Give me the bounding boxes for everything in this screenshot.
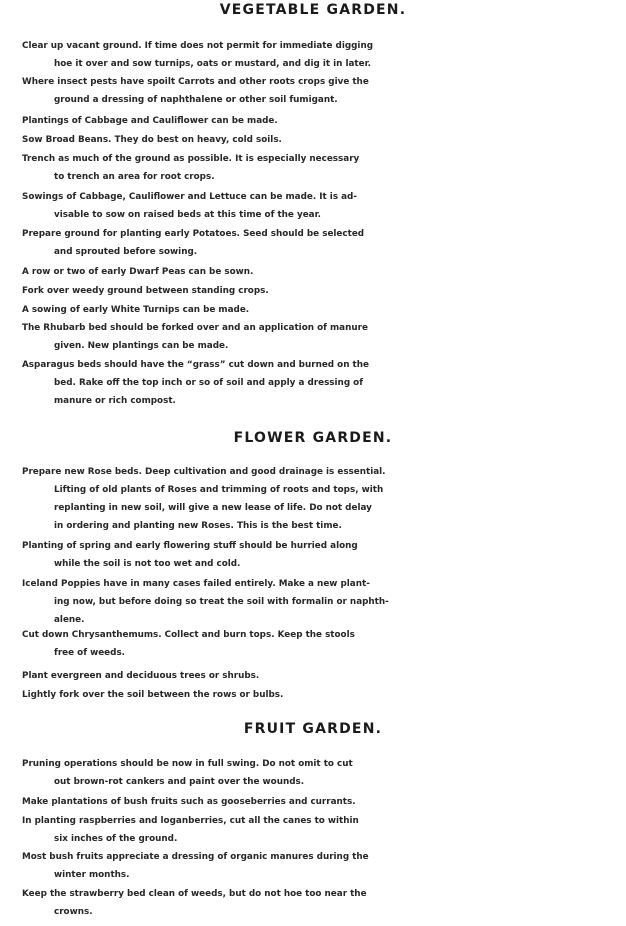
fruit-entry — [22, 755, 626, 791]
vegetable-entry — [22, 150, 626, 186]
entry-line: and sprouted before sowing. — [54, 247, 198, 257]
entry-line: Make plantations of bush fruits such as gooseberries and currants. — [22, 797, 356, 807]
entry-line: manure or rich compost. — [54, 396, 176, 406]
entry-line: The Rhubarb bed should be forked over and an application of manure — [22, 323, 368, 333]
entry-line: winter months. — [54, 870, 130, 880]
entry-line: crowns. — [54, 907, 93, 917]
vegetable-entry — [22, 112, 626, 130]
vegetable-entry — [22, 263, 626, 281]
entry-line: in ordering and planting new Roses. This is the best time. — [54, 521, 342, 531]
entry-line: hoe it over and sow turnips, oats or mustard, and dig it in later. — [54, 59, 371, 69]
entry-line: six inches of the ground. — [54, 834, 178, 844]
vegetable-entry — [22, 188, 626, 224]
entry-line: Iceland Poppies have in many cases failed entirely. Make a new plant- — [22, 579, 370, 589]
entry-line: Trench as much of the ground as possible. It is especially necessary — [22, 154, 360, 164]
entry-line: free of weeds. — [54, 648, 126, 658]
entry-line: to trench an area for root crops. — [54, 172, 215, 182]
entry-line: out brown-rot cankers and paint over the wounds. — [54, 777, 305, 787]
entry-line: Lightly fork over the soil between the rows or bulbs. — [22, 690, 284, 700]
flower-garden-heading: FLOWER GARDEN. — [233, 430, 393, 446]
flower-entry — [22, 667, 626, 685]
fruit-entry — [22, 812, 626, 848]
entry-line: Keep the strawberry bed clean of weeds, but do not hoe too near the — [22, 889, 367, 899]
fruit-entry — [22, 793, 626, 811]
vegetable-entry — [22, 319, 626, 355]
entry-line: A sowing of early White Turnips can be made. — [22, 305, 250, 315]
entry-line: ground a dressing of naphthalene or other soil fumigant. — [54, 95, 338, 105]
fruit-garden-heading: FRUIT GARDEN. — [243, 721, 383, 737]
entry-line: alene. — [54, 615, 85, 625]
vegetable-entry — [22, 225, 626, 261]
flower-entry — [22, 537, 626, 573]
entry-line: Fork over weedy ground between standing crops. — [22, 286, 269, 296]
flower-entry — [22, 626, 626, 662]
entry-line: A row or two of early Dwarf Peas can be sown. — [22, 267, 254, 277]
entry-line: Prepare new Rose beds. Deep cultivation and good drainage is essential. — [22, 467, 386, 477]
entry-line: while the soil is not too wet and cold. — [54, 559, 241, 569]
entry-line: replanting in new soil, will give a new lease of life. Do not delay — [54, 503, 372, 513]
entry-line: Sow Broad Beans. They do best on heavy, cold soils. — [22, 135, 282, 145]
fruit-entry — [22, 885, 626, 921]
entry-line: Asparagus beds should have the “grass” cut down and burned on the — [22, 360, 369, 370]
entry-line: ing now, but before doing so treat the soil with formalin or naphth- — [54, 597, 389, 607]
flower-entry — [22, 686, 626, 704]
entry-line: Pruning operations should be now in full swing. Do not omit to cut — [22, 759, 353, 769]
entry-line: In planting raspberries and loganberries, cut all the canes to within — [22, 816, 359, 826]
vegetable-entry — [22, 356, 626, 410]
entry-line: Plantings of Cabbage and Cauliflower can be made. — [22, 116, 278, 126]
entry-line: Cut down Chrysanthemums. Collect and burn tops. Keep the stools — [22, 630, 355, 640]
entry-line: Plant evergreen and deciduous trees or shrubs. — [22, 671, 260, 681]
flower-entry — [22, 575, 626, 629]
flower-entry — [22, 463, 626, 535]
vegetable-entry — [22, 282, 626, 300]
entry-line: Most bush fruits appreciate a dressing of organic manures during the — [22, 852, 369, 862]
entry-line: Prepare ground for planting early Potatoes. Seed should be selected — [22, 229, 365, 239]
entry-line: Sowings of Cabbage, Cauliflower and Lettuce can be made. It is ad- — [22, 192, 358, 202]
vegetable-entry — [22, 301, 626, 319]
entry-line: Lifting of old plants of Roses and trimming of roots and tops, with — [54, 485, 384, 495]
entry-line: Clear up vacant ground. If time does not permit for immediate digging — [22, 41, 374, 51]
vegetable-entry — [22, 131, 626, 149]
entry-line: visable to sow on raised beds at this time of the year. — [54, 210, 322, 220]
entry-line: Where insect pests have spoilt Carrots and other roots crops give the — [22, 77, 369, 87]
entry-line: given. New plantings can be made. — [54, 341, 229, 351]
entry-line: bed. Rake off the top inch or so of soil and apply a dressing of — [54, 378, 364, 388]
vegetable-entry — [22, 37, 626, 73]
fruit-entry — [22, 848, 626, 884]
vegetable-garden-heading: VEGETABLE GARDEN. — [219, 2, 407, 18]
entry-line: Planting of spring and early flowering stuff should be hurried along — [22, 541, 358, 551]
vegetable-entry — [22, 73, 626, 109]
